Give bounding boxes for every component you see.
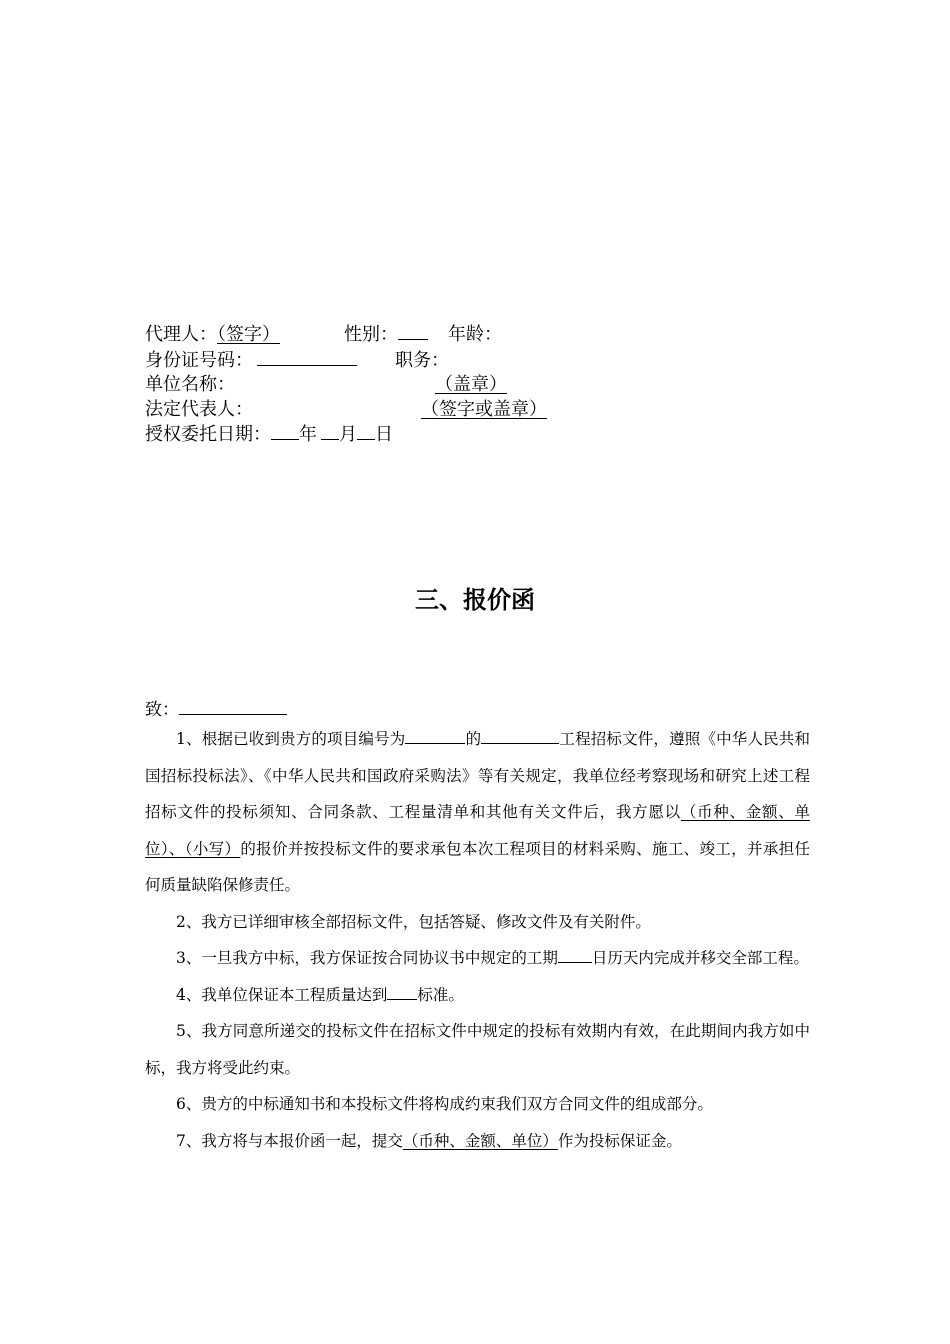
amount-lowercase-field[interactable]: （小写） [184,839,241,858]
paragraph-6: 6、贵方的中标通知书和本投标文件将构成约束我们双方合同文件的组成部分。 [176,1095,713,1113]
agent-label: 代理人： [145,324,217,345]
month-field[interactable] [321,422,339,440]
unit-name-field[interactable]: （盖章） [435,374,507,395]
legal-rep-line [145,398,547,423]
position-label: 职务： [395,349,449,371]
page-title: 三、报价函 [415,586,535,614]
id-line [145,348,547,374]
quotation-letter [145,697,810,1159]
paragraph-3: 3、一旦我方中标，我方保证按合同协议书中规定的工期 日历天内完成并移交全部工程。 [145,940,810,977]
duration-field[interactable] [558,945,592,963]
age-label: 年龄： [448,324,502,345]
gender-label: 性别： [344,324,398,345]
day-label: 日 [375,424,393,445]
year-field[interactable] [271,422,299,440]
authorization-form [145,322,547,448]
paragraph-4: 4、我单位保证本工程质量达到 标准。 [145,977,810,1014]
id-number-field[interactable] [257,348,357,366]
recipient-field[interactable] [179,697,287,715]
separator: 、 [168,839,185,858]
day-field[interactable] [357,422,375,440]
unit-label: 单位名称： [145,374,235,395]
gender-field[interactable] [398,322,428,340]
deposit-field[interactable]: （币种、金额、单位） [402,1131,558,1150]
unit-line [145,373,547,398]
legal-rep-label: 法定代表人： [145,398,253,420]
paragraph-5: 5、我方同意所递交的投标文件在招标文件中规定的投标有效期内有效，在此期间内我方如中标，我方将受此约束。 [145,1022,810,1077]
currency-amount-field[interactable]: （币种、金额、单位） [145,803,810,858]
project-name-field[interactable] [481,726,559,744]
year-label: 年 [299,424,317,445]
agent-line [145,322,547,348]
to-label: 致： [145,700,179,720]
id-label: 身份证号码： [145,349,253,371]
paragraph-2: 2、我方已详细审核全部招标文件，包括答疑、修改文件及有关附件。 [176,912,651,931]
date-label: 授权委托日期： [145,424,271,445]
project-number-field[interactable] [405,726,465,744]
date-line [145,422,547,448]
month-label: 月 [339,424,357,445]
paragraph-1: 1、根据已收到贵方的项目编号为 的 工程招标文件，遵照《中华人民共和国招标投标法》、《中华人民共和国政府采购法》等有关规定，我单位经考察现场和研究上述工程招标文件的投标须知、合同条款、工程量清单和其他有关文件后，我方愿以（币种、金额、单位）、（小写）的报价并按投标文件的要求承包本次工程项目的材料采购、施工、竣工，并承担任何质量缺陷保修责任。 [145,721,810,904]
recipient-line [145,697,810,721]
legal-rep-field[interactable]: （签字或盖章） [421,398,547,420]
quality-field[interactable] [387,982,417,1000]
paragraph-7: 7、我方将与本报价函一起，提交（币种、金额、单位）作为投标保证金。 [176,1131,682,1150]
agent-sign-field[interactable]: （签字） [217,324,280,345]
